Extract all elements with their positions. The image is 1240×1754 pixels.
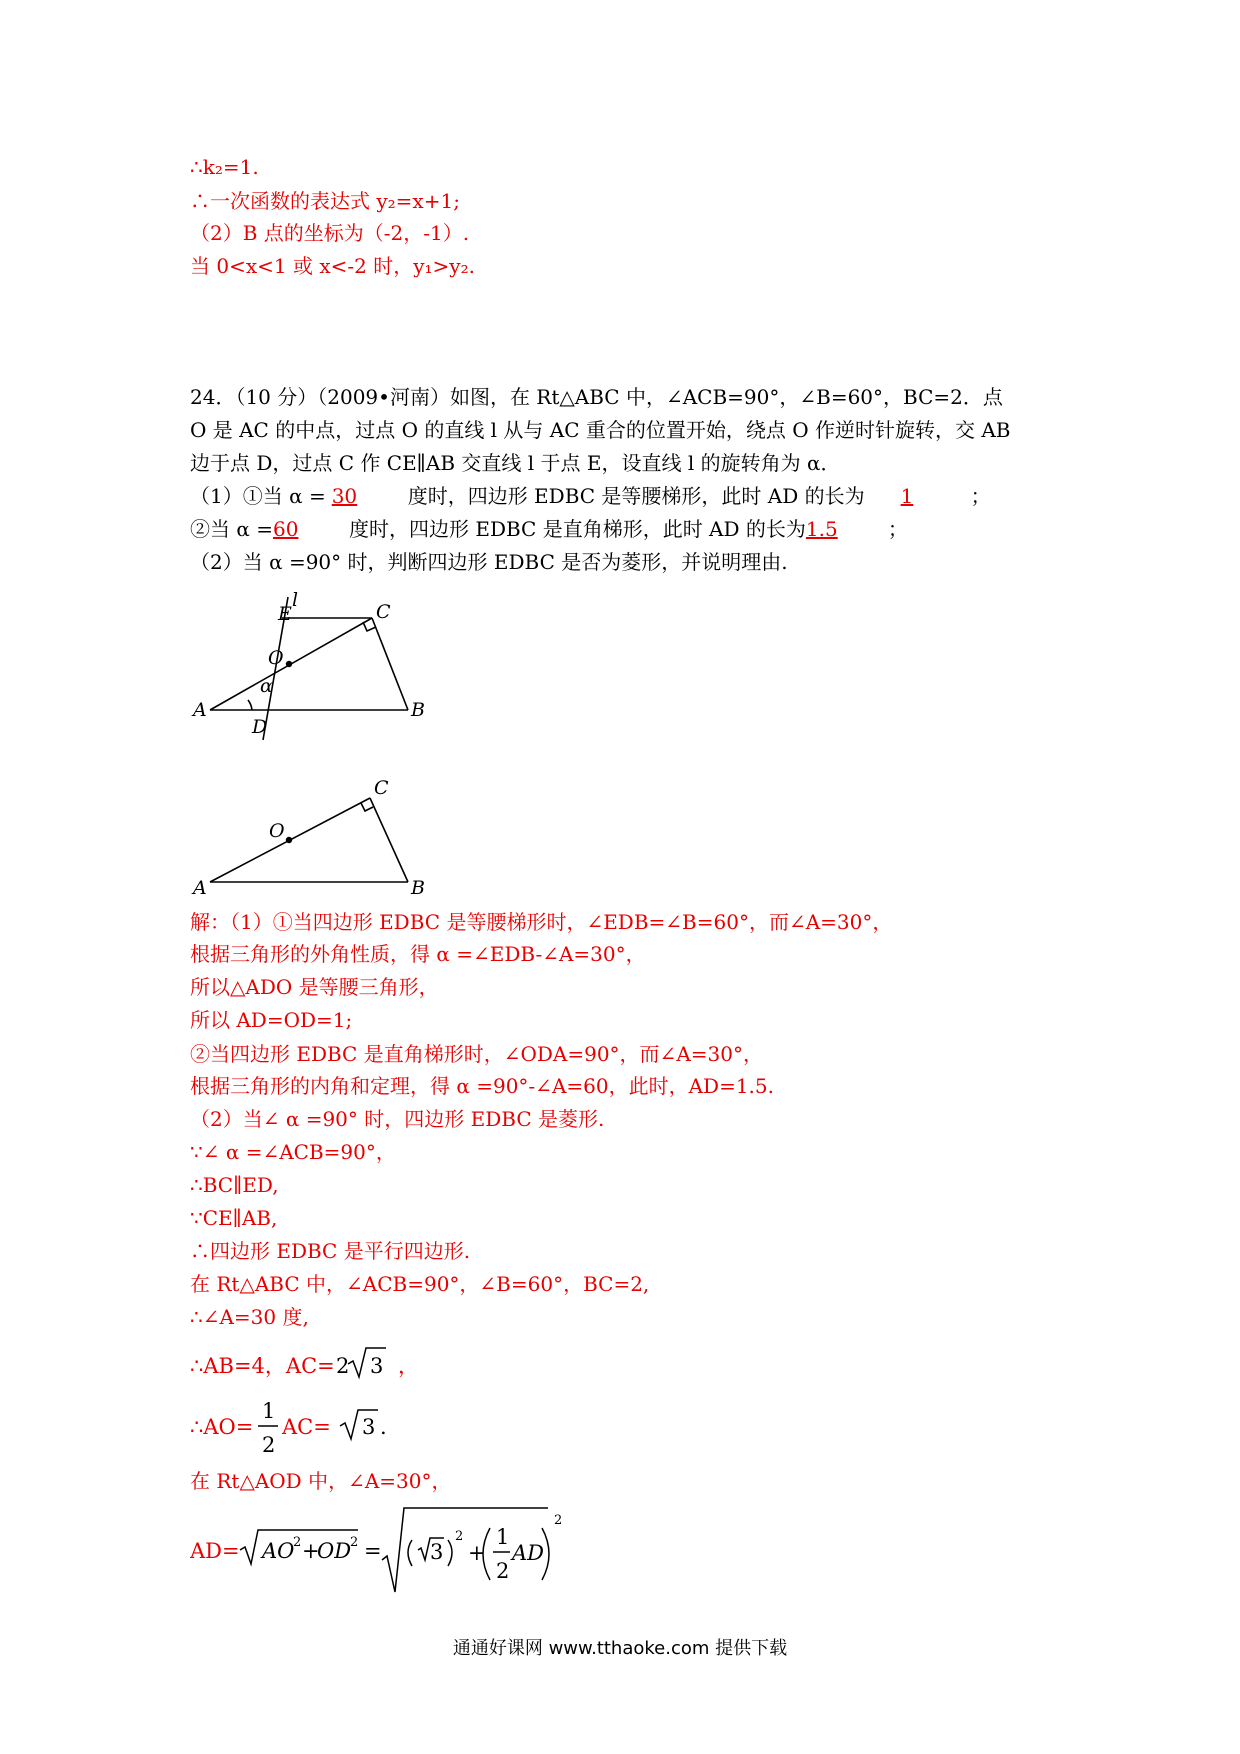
svg-text:OD: OD [317,1539,352,1563]
svg-text:+: + [302,1539,320,1563]
question-1b: ②当 α =60 度时，四边形 EDBC 是直角梯形，此时 AD 的长为1.5 ； [190,517,908,541]
solution-line-2: 根据三角形的外角性质，得 α =∠EDB-∠A=30°， [190,942,646,966]
svg-text:3: 3 [370,1354,384,1378]
svg-text:AD: AD [512,1541,545,1565]
solution-line-9: ∴BC∥ED, [190,1173,279,1197]
svg-text:3: 3 [362,1415,376,1439]
label-b: B [411,699,425,721]
solution-line-12: 在 Rt△ABC 中，∠ACB=90°，∠B=60°，BC=2, [190,1272,650,1296]
formula-ao [190,1392,510,1460]
svg-text:1: 1 [262,1399,276,1423]
svg-text:2: 2 [455,1529,464,1544]
svg-text:，: ， [398,1354,419,1378]
formula-ad [190,1500,650,1596]
label-a: A [193,699,207,721]
label-a: A [193,877,207,899]
label-d: D [252,716,268,738]
svg-text:2: 2 [554,1513,563,1528]
problem-line-3: 边于点 D，过点 C 作 CE∥AB 交直线 l 于点 E，设直线 l 的旋转角为 α． [190,451,841,475]
solution-line-8: ∵∠ α =∠ACB=90°， [190,1140,396,1164]
svg-text:=: = [364,1539,382,1563]
answer-alpha-60: 60 [272,517,299,541]
label-o: O [269,820,285,842]
question-1a: （1）①当 α = 30 度时，四边形 EDBC 是等腰梯形，此时 AD 的长为 1 ； [190,484,991,508]
label-alpha: α [260,675,273,697]
svg-text:AC=: AC= [282,1415,331,1439]
solution-line-5: ②当四边形 EDBC 是直角梯形时，∠ODA=90°，而∠A=30°， [190,1042,763,1066]
problem-line-2: O 是 AC 的中点，过点 O 的直线 l 从与 AC 重合的位置开始，绕点 O 作逆时针旋转，交 AB [190,418,1011,442]
svg-text:2: 2 [350,1535,359,1550]
page-footer: 通通好课网 www.tthaoke.com 提供下载 [452,1638,788,1659]
label-e: E [278,603,292,625]
solution-line-13: ∴∠A=30 度, [190,1305,309,1329]
figure-2 [190,770,450,900]
answer-ad-1-5: 1.5 [805,517,838,541]
prev-line-4: 当 0<x<1 或 x<-2 时，y₁>y₂. [190,254,475,278]
formula-ab-ac [190,1340,510,1384]
solution-line-4: 所以 AD=OD=1; [190,1008,353,1032]
label-c: C [376,601,391,623]
svg-text:1: 1 [496,1525,510,1549]
label-o: O [268,647,284,669]
svg-text:3: 3 [430,1540,444,1564]
svg-text:∴AO=: ∴AO= [190,1415,254,1439]
svg-text:2: 2 [262,1433,276,1457]
svg-text:∴AB=4，AC=: ∴AB=4，AC= [190,1354,335,1378]
svg-text:.: . [380,1415,387,1439]
prev-line-2: ∴一次函数的表达式 y₂=x+1; [190,189,460,213]
answer-ad-1: 1 [900,484,914,508]
svg-text:2: 2 [293,1535,302,1550]
question-2: （2）当 α =90° 时，判断四边形 EDBC 是否为菱形，并说明理由. [190,550,788,574]
solution-line-7: （2）当∠ α =90° 时，四边形 EDBC 是菱形. [190,1107,605,1131]
solution-line-16: 在 Rt△AOD 中，∠A=30°， [190,1469,452,1493]
problem-line-1: 24．（10 分）（2009•河南）如图，在 Rt△ABC 中，∠ACB=90°，∠B=60°，BC=2．点 [190,385,1003,409]
solution-line-6: 根据三角形的内角和定理，得 α =90°-∠A=60，此时，AD=1.5. [190,1074,774,1098]
svg-text:2: 2 [336,1354,350,1378]
svg-text:2: 2 [496,1559,510,1583]
answer-alpha-30: 30 [331,484,358,508]
prev-line-1: ∴k₂=1. [190,155,259,179]
solution-line-11: ∴四边形 EDBC 是平行四边形. [190,1239,471,1263]
svg-text:AO: AO [262,1539,295,1563]
solution-line-1: 解：（1）①当四边形 EDBC 是等腰梯形时，∠EDB=∠B=60°，而∠A=30°， [190,910,893,934]
label-b: B [411,877,425,899]
svg-text:+: + [468,1541,486,1565]
label-l: l [292,592,299,611]
solution-line-10: ∵CE∥AB, [190,1206,278,1230]
svg-text:AD=: AD= [190,1539,240,1563]
solution-line-3: 所以△ADO 是等腰三角形， [190,975,439,999]
figure-1 [190,592,450,742]
label-c: C [374,777,389,799]
prev-line-3: （2）B 点的坐标为（-2，-1）. [190,221,470,245]
